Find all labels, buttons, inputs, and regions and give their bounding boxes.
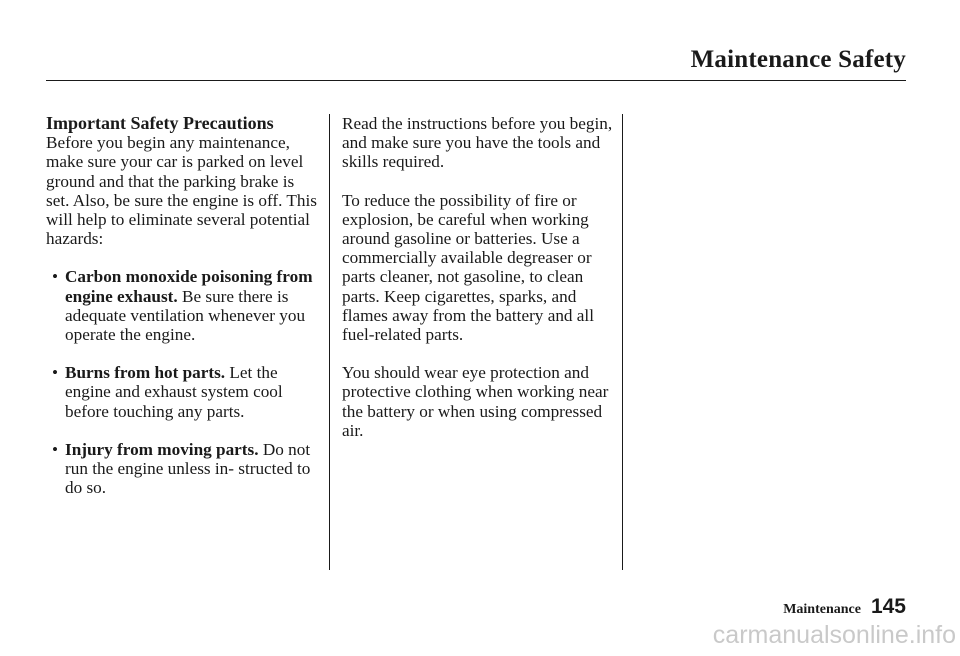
- footer-section-name: Maintenance: [783, 602, 861, 617]
- bullet-text: Do not run the engine unless in- structed to do so.: [65, 439, 311, 498]
- instructions-paragraph: Read the instructions before you begin, and make sure you have the tools and skills required.: [342, 114, 613, 172]
- header-rule: [46, 80, 906, 81]
- page-title: Maintenance Safety: [690, 46, 906, 73]
- bullet-title: Injury from moving parts.: [65, 439, 259, 459]
- fire-explosion-paragraph: To reduce the possibility of fire or explosion, be careful when working around gasoline or batteries. Use a commercially available degreaser or parts cleaner, not gasoline, to clean parts. Keep cigarettes, sparks, and flames away from the battery and all fuel-related parts.: [342, 190, 594, 345]
- bullet-title: Burns from hot parts.: [65, 363, 226, 383]
- bullet-dot-icon: •: [52, 363, 59, 383]
- bullet-dot-icon: •: [52, 267, 59, 287]
- hazard-bullet-carbon-monoxide: [46, 267, 321, 344]
- section-heading: Important Safety Precautions: [46, 113, 274, 133]
- eye-protection-paragraph: You should wear eye protection and protective clothing when working near the battery or when using compressed air.: [342, 363, 609, 440]
- hazard-bullet-burns: [46, 363, 321, 421]
- page-number: 145: [870, 595, 906, 618]
- column-divider-right: [622, 114, 623, 570]
- hazard-bullet-moving-parts: [46, 440, 321, 498]
- left-column: [46, 114, 321, 497]
- middle-column: [342, 114, 622, 440]
- bullet-text: Be sure there is adequate ventilation whenever you operate the engine.: [65, 286, 306, 345]
- intro-paragraph: Before you begin any maintenance, make sure your car is parked on level ground and that the parking brake is set. Also, be sure the engine is off. This will help to eliminate several potential hazards:: [46, 133, 317, 249]
- page-footer: [783, 595, 906, 619]
- bullet-title: Carbon monoxide poisoning from engine exhaust.: [65, 267, 313, 306]
- bullet-dot-icon: •: [52, 439, 59, 459]
- bullet-text: Let the engine and exhaust system cool before touching any parts.: [65, 363, 283, 421]
- column-divider-left: [329, 114, 330, 570]
- watermark: carmanualsonline.info: [712, 621, 956, 649]
